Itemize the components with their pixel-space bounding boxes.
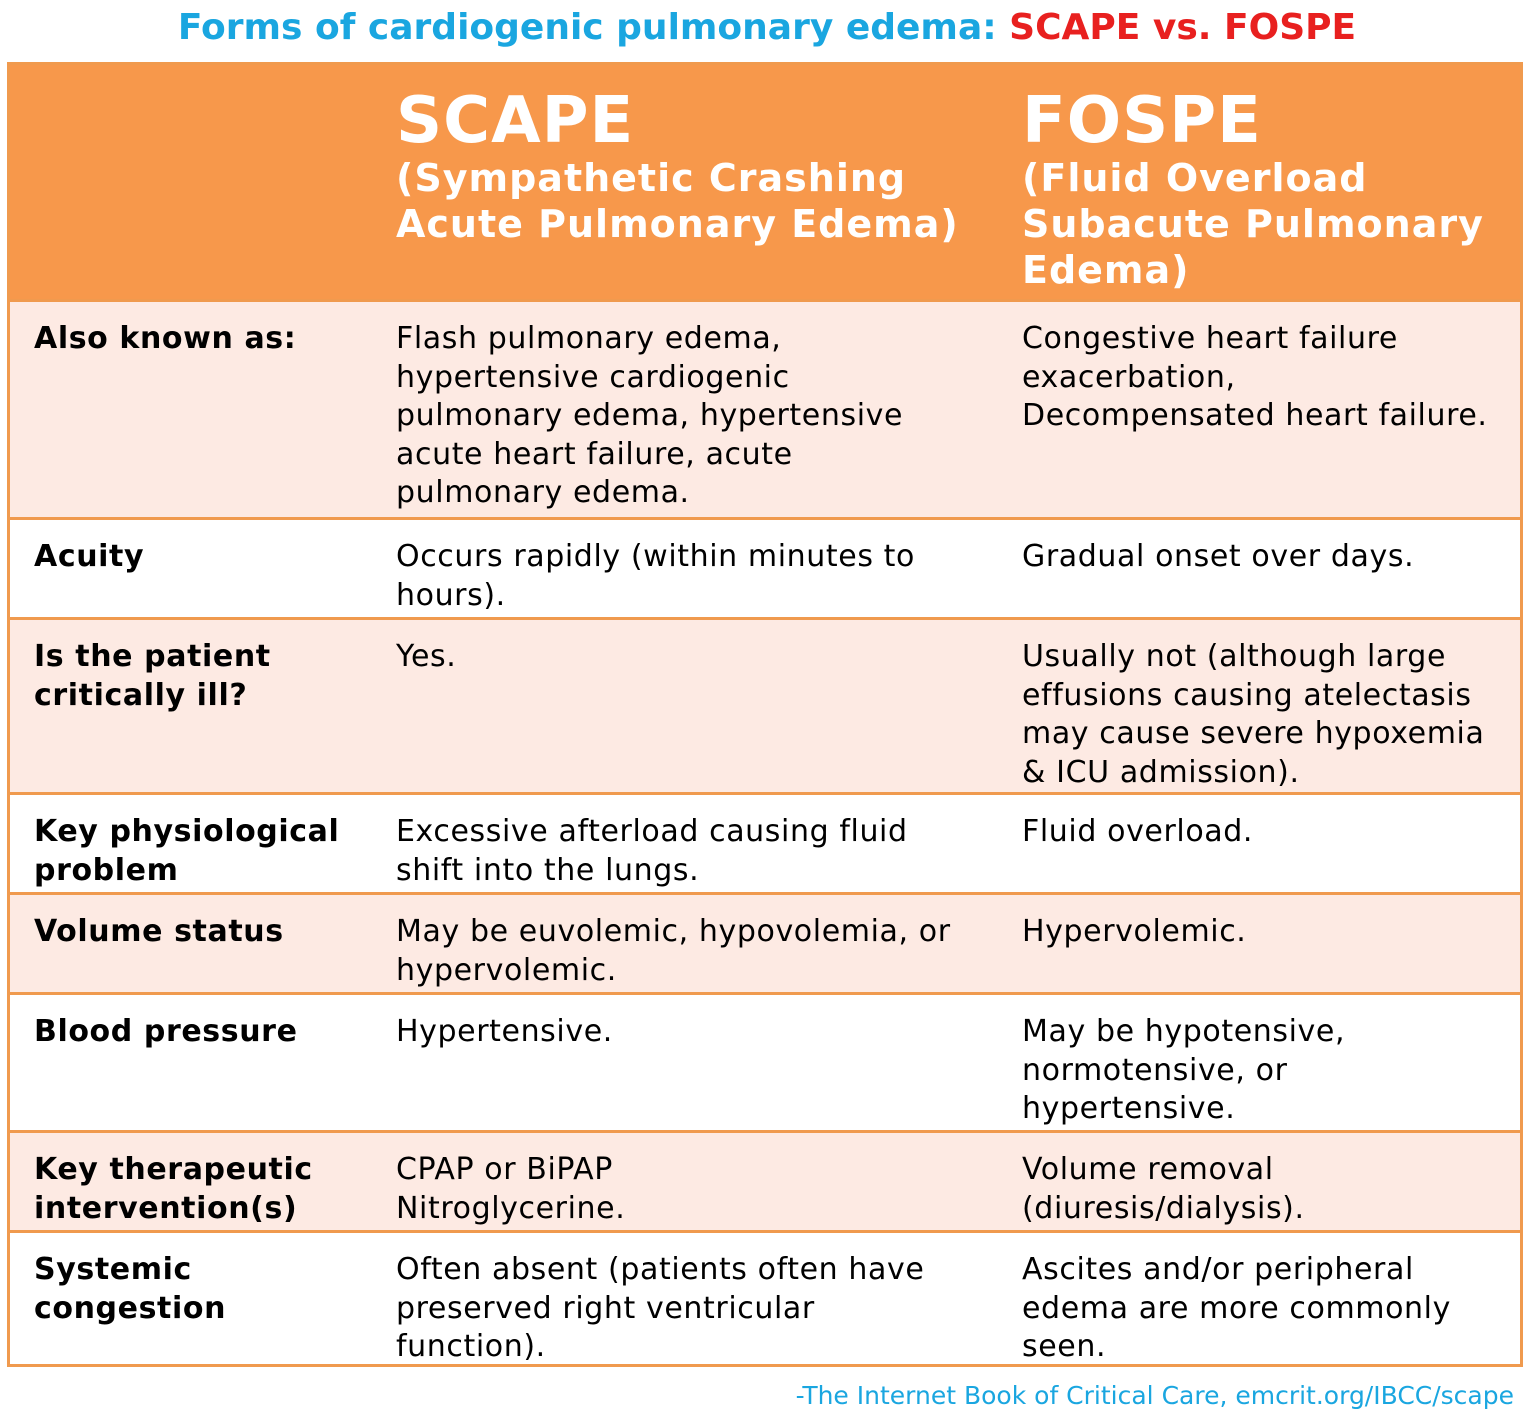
scape-cell <box>396 1251 996 1367</box>
table-row <box>10 795 1520 892</box>
table-row <box>10 995 1520 1130</box>
row-label <box>34 1251 384 1328</box>
cell-line: normotensive, or <box>1022 1052 1288 1088</box>
cell-line: Also known as: <box>34 321 297 356</box>
cell-line: Key physiological <box>34 814 340 849</box>
scape-cell <box>396 638 996 677</box>
cell-line: intervention(s) <box>34 1190 298 1226</box>
scape-cell <box>396 320 996 513</box>
header-fospe-sub-2: Subacute Pulmonary <box>1022 202 1484 246</box>
table-row <box>10 520 1520 617</box>
cell-line: pulmonary edema, hypertensive <box>396 398 904 433</box>
cell-line: pulmonary edema. <box>396 475 690 510</box>
cell-line: Occurs rapidly (within minutes to <box>396 539 916 574</box>
cell-line: exacerbation, <box>1022 359 1236 395</box>
header-scape-name: SCAPE <box>396 84 635 158</box>
fospe-cell <box>1022 1151 1517 1228</box>
table-row <box>10 895 1520 992</box>
cell-line: Hypertensive. <box>396 1014 613 1049</box>
page-title <box>0 6 1534 50</box>
cell-line: effusions causing atelectasis <box>1022 677 1472 713</box>
cell-line: hypertensive. <box>1022 1091 1236 1126</box>
cell-line: may cause severe hypoxemia <box>1022 716 1485 751</box>
cell-line: Nitroglycerine. <box>396 1190 626 1226</box>
cell-line: shift into the lungs. <box>396 852 700 888</box>
header-fospe-name: FOSPE <box>1022 84 1262 158</box>
cell-line: Fluid overload. <box>1022 814 1254 849</box>
fospe-cell <box>1022 320 1517 436</box>
fospe-cell <box>1022 813 1517 852</box>
fospe-cell <box>1022 913 1517 952</box>
cell-line: problem <box>34 852 179 888</box>
cell-line: edema are more commonly <box>1022 1290 1451 1326</box>
title-highlight: SCAPE vs. FOSPE <box>1009 7 1357 48</box>
scape-cell <box>396 813 996 890</box>
table-row <box>10 1233 1520 1367</box>
row-label <box>34 1151 384 1228</box>
header-fospe-sub-3: Edema) <box>1022 248 1190 292</box>
cell-line: Acuity <box>34 539 145 574</box>
cell-line: Ascites and/or peripheral <box>1022 1252 1414 1287</box>
cell-line: CPAP or BiPAP <box>396 1152 613 1187</box>
cell-line: preserved right ventricular <box>396 1290 815 1326</box>
fospe-cell <box>1022 1251 1517 1367</box>
source-credit: -The Internet Book of Critical Care, emcrit.org/IBCC/scape <box>795 1381 1514 1410</box>
title-main: Forms of cardiogenic pulmonary edema: <box>177 7 1010 48</box>
scape-cell <box>396 1151 996 1228</box>
header-scape-sub-2: Acute Pulmonary Edema) <box>396 202 959 246</box>
cell-line: May be hypotensive, <box>1022 1014 1346 1049</box>
scape-cell <box>396 913 996 990</box>
cell-line: seen. <box>1022 1329 1107 1364</box>
row-label <box>34 1013 384 1052</box>
table-row <box>10 302 1520 517</box>
fospe-cell <box>1022 1013 1517 1129</box>
cell-line: Gradual onset over days. <box>1022 539 1415 574</box>
cell-line: & ICU admission). <box>1022 754 1300 790</box>
cell-line: hypervolemic. <box>396 952 617 988</box>
table-header-row <box>10 65 1520 301</box>
cell-line: Volume status <box>34 914 284 949</box>
row-label <box>34 638 384 715</box>
row-label <box>34 538 384 577</box>
cell-line: Is the patient <box>34 639 271 674</box>
cell-line: Often absent (patients often have <box>396 1252 925 1287</box>
cell-line: congestion <box>34 1290 227 1326</box>
cell-line: Hypervolemic. <box>1022 914 1247 949</box>
table-row <box>10 1133 1520 1230</box>
comparison-table <box>7 62 1523 1367</box>
fospe-cell <box>1022 538 1517 577</box>
row-label <box>34 913 384 952</box>
cell-line: May be euvolemic, hypovolemia, or <box>396 914 951 949</box>
scape-cell <box>396 1013 996 1052</box>
cell-line: hours). <box>396 577 506 613</box>
cell-line: function). <box>396 1329 546 1364</box>
scape-cell <box>396 538 996 615</box>
cell-line: hypertensive cardiogenic <box>396 359 790 395</box>
fospe-cell <box>1022 638 1517 792</box>
cell-line: Yes. <box>396 639 457 674</box>
cell-line: acute heart failure, acute <box>396 436 793 472</box>
cell-line: critically ill? <box>34 677 248 713</box>
cell-line: Congestive heart failure <box>1022 321 1398 356</box>
header-scape-sub-1: (Sympathetic Crashing <box>396 156 907 200</box>
row-label <box>34 813 384 890</box>
cell-line: (diuresis/dialysis). <box>1022 1190 1305 1226</box>
cell-line: Excessive afterload causing fluid <box>396 814 908 849</box>
cell-line: Blood pressure <box>34 1014 298 1049</box>
cell-line: Systemic <box>34 1252 192 1287</box>
header-fospe-sub-1: (Fluid Overload <box>1022 156 1368 200</box>
table-row <box>10 620 1520 792</box>
cell-line: Usually not (although large <box>1022 639 1446 674</box>
cell-line: Decompensated heart failure. <box>1022 398 1488 433</box>
cell-line: Volume removal <box>1022 1152 1274 1187</box>
cell-line: Key therapeutic <box>34 1152 313 1187</box>
row-label <box>34 320 384 359</box>
cell-line: Flash pulmonary edema, <box>396 321 782 356</box>
